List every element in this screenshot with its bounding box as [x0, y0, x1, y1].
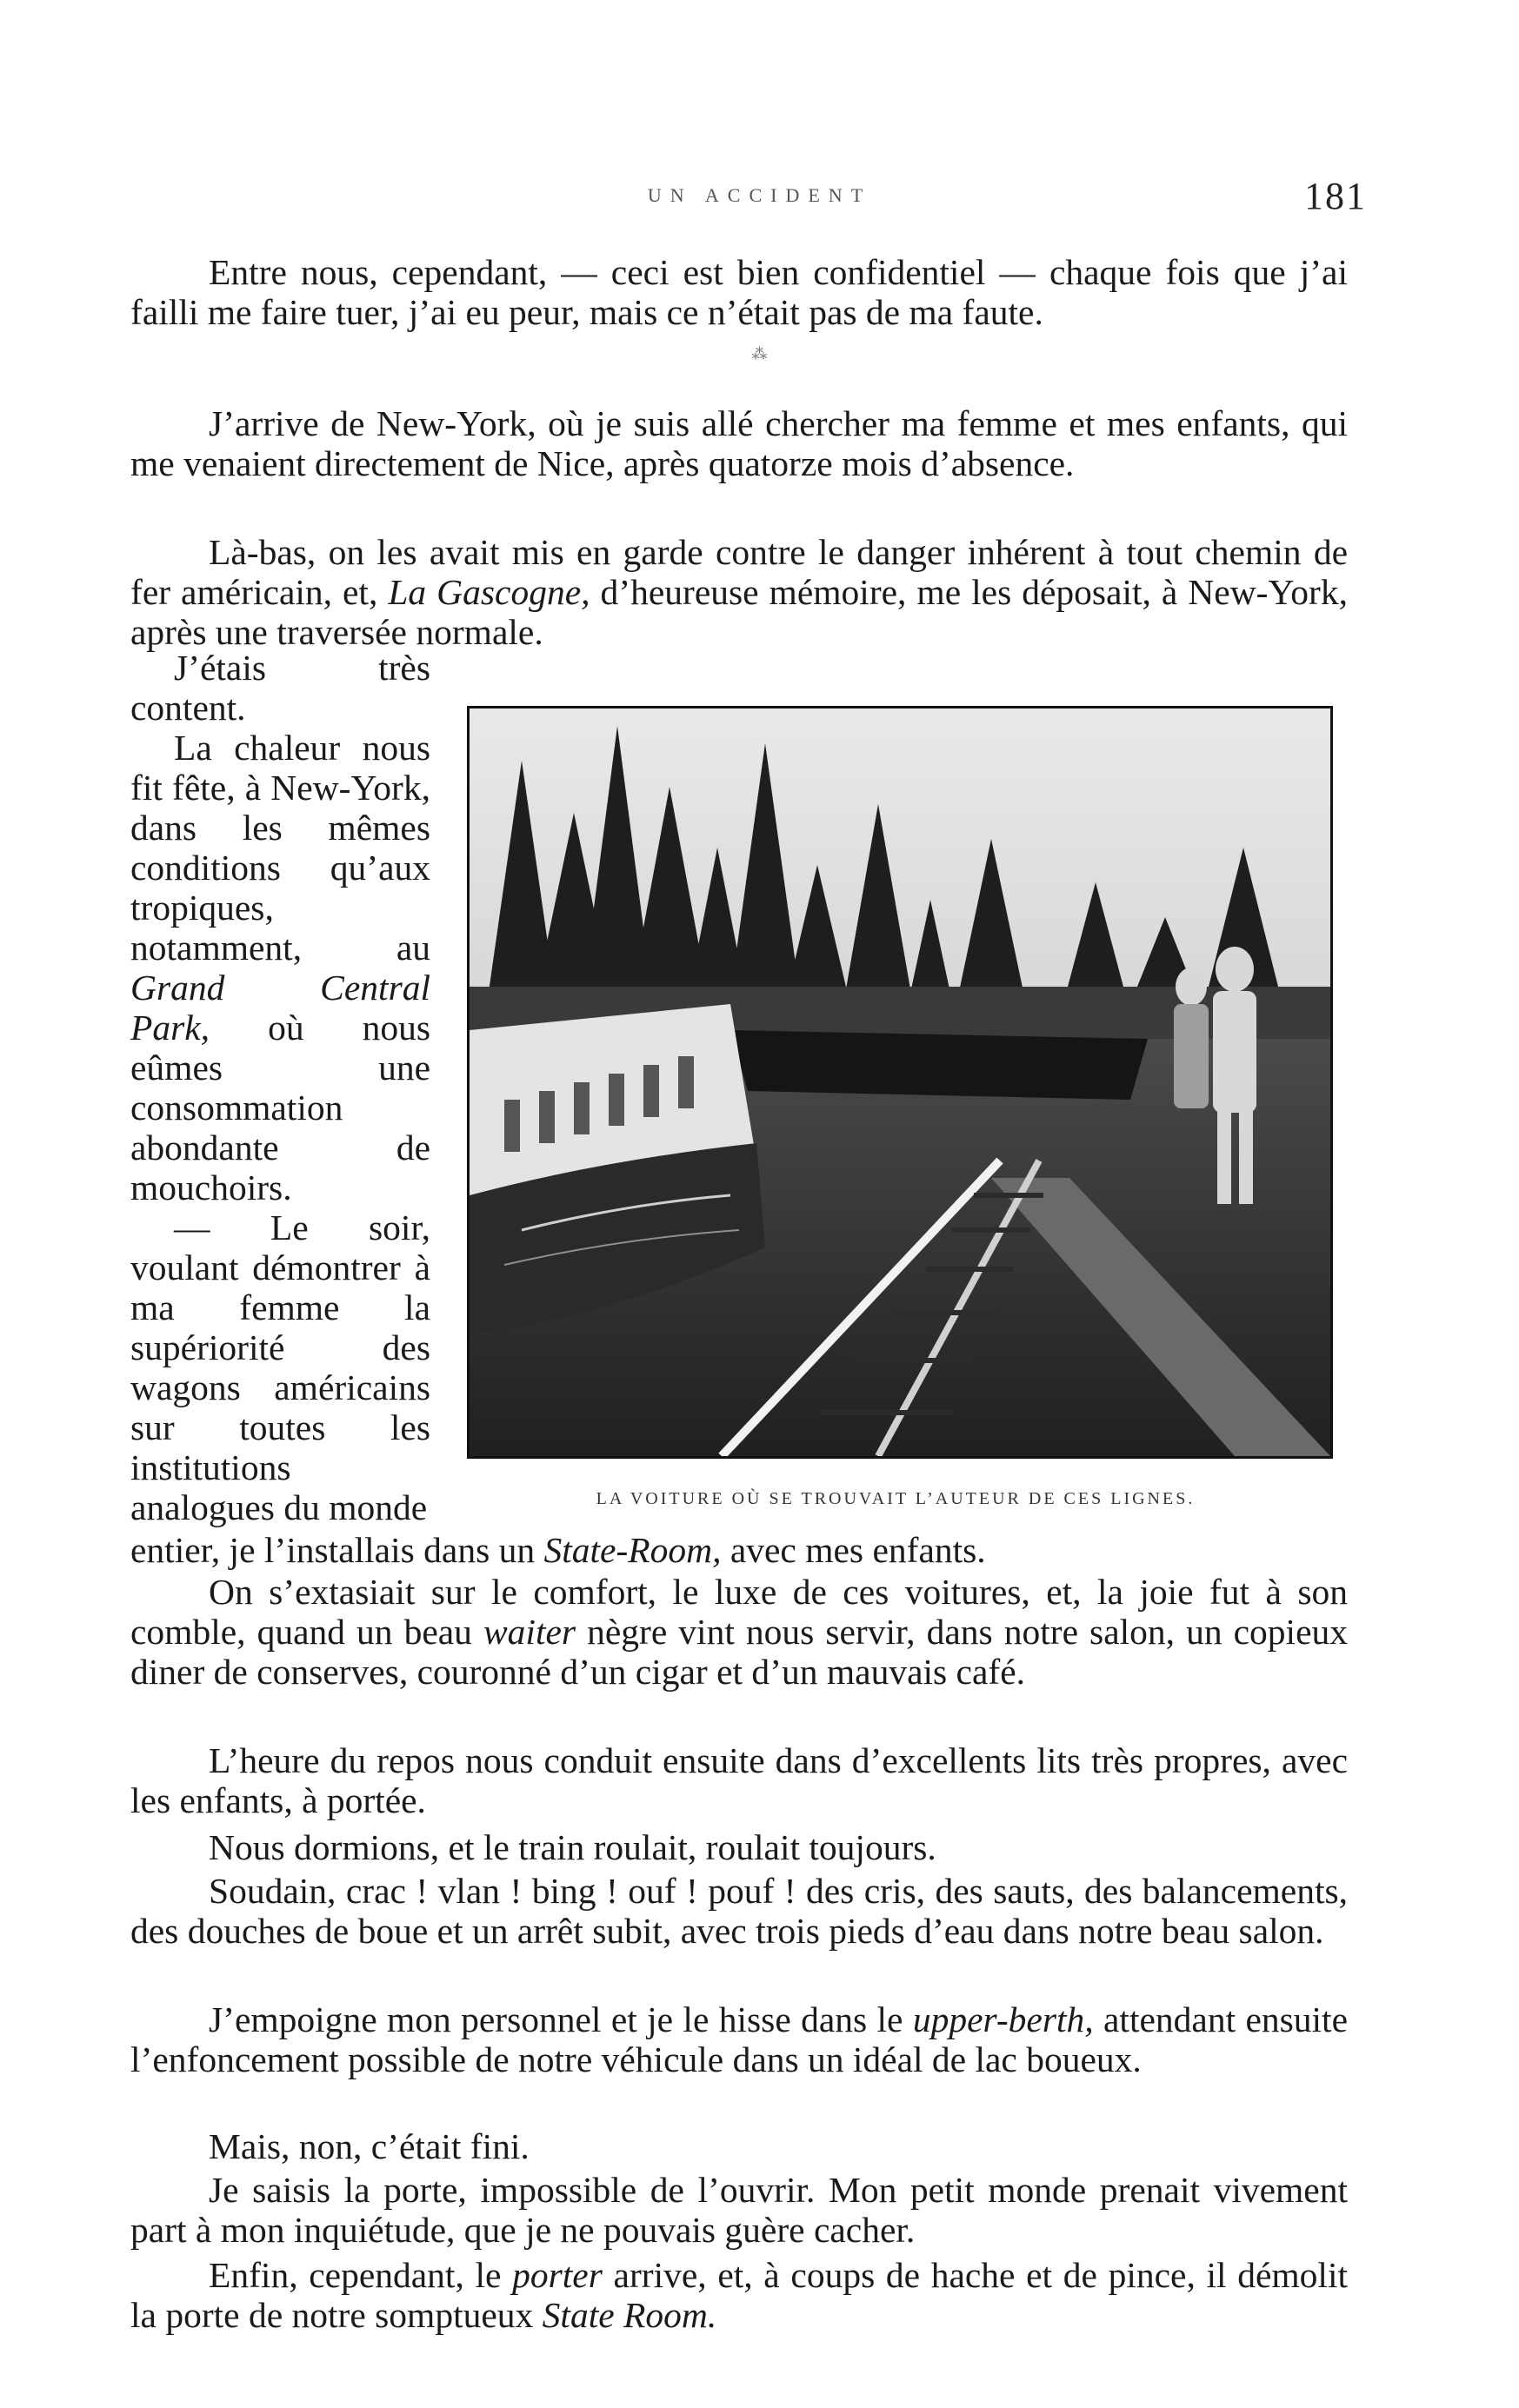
page-number: 181: [1304, 175, 1367, 217]
paragraph-3-italic: La Gascogne,: [388, 572, 590, 612]
paragraph-4: J’étais très content.: [130, 648, 430, 728]
paragraph-5-italic: Grand Central Park,: [130, 968, 430, 1048]
paragraph-6-cont-italic: State-Room,: [543, 1530, 722, 1570]
paragraph-13: Je saisis la porte, impossible de l’ouvrir. Mon petit monde prenait vivement part à mon inquiétude, que je ne pouvais guère cacher.: [130, 2170, 1348, 2250]
paragraph-7: [130, 1572, 1348, 1692]
paragraph-1: Entre nous, cependant, — ceci est bien confidentiel — chaque fois que j’ai failli me faire tuer, j’ai eu peur, mais ce n’était pas de ma faute.: [130, 252, 1348, 332]
accident-photograph: [467, 706, 1333, 1459]
paragraph-11-text-a: J’empoigne mon personnel et je le hisse dans le: [209, 1999, 913, 2039]
narrow-column: [130, 648, 430, 1527]
paragraph-14-italic-2: State Room.: [542, 2295, 717, 2335]
paragraph-6-continuation: [130, 1530, 1348, 1570]
paragraph-7-italic: waiter: [483, 1612, 576, 1652]
paragraph-5-text-a: La chaleur nous fit fête, à New-York, dans les mêmes conditions qu’aux tropiques, notamment, au: [130, 728, 430, 968]
paragraph-11: [130, 1999, 1348, 2079]
paragraph-12: Mais, non, c’était fini.: [209, 2126, 530, 2166]
paragraph-14-text-a: Enfin, cependant, le: [209, 2255, 513, 2295]
paragraph-3-text-a: Là-bas, on les avait mis en garde contre le danger inhérent à tout chemin de fer américain, et,: [130, 532, 1348, 612]
paragraph-6-cont-text-a: entier, je l’installais dans un: [130, 1530, 544, 1570]
running-title: UN ACCIDENT: [647, 184, 872, 206]
paragraph-10: Soudain, crac ! vlan ! bing ! ouf ! pouf ! des cris, des sauts, des balancements, des douches de boue et un arrêt subit, avec trois pieds d’eau dans notre beau salon.: [130, 1871, 1348, 1951]
paragraph-3-text-b: d’heureuse mémoire, me les déposait, à New-York, après une traversée normale.: [130, 572, 1348, 652]
paragraph-7-text-a: On s’extasiait sur le comfort, le luxe de ces voitures, et, la joie fut à son comble, quand un beau: [130, 1572, 1348, 1652]
paragraph-11-text-b: attendant ensuite l’enfoncement possible de notre véhicule dans un idéal de lac boueux.: [130, 1999, 1349, 2079]
paragraph-3: [130, 532, 1348, 652]
paragraph-7-text-b: nègre vint nous servir, dans notre salon, un copieux diner de conserves, couronné d’un cigar et d’un mauvais café.: [130, 1612, 1348, 1692]
paragraph-2: J’arrive de New-York, où je suis allé chercher ma femme et mes enfants, qui me venaient directement de Nice, après quatorze mois d’absence.: [130, 403, 1348, 483]
paragraph-14: [130, 2255, 1348, 2335]
figure-caption: LA VOITURE OÙ SE TROUVAIT L’AUTEUR DE CES LIGNES.: [596, 1489, 1196, 1508]
paragraph-8: L’heure du repos nous conduit ensuite dans d’excellents lits très propres, avec les enfants, à portée.: [130, 1740, 1348, 1820]
paragraph-9: Nous dormions, et le train roulait, roulait toujours.: [209, 1827, 936, 1867]
asterism: ⁂: [751, 345, 768, 363]
paragraph-6-cont-text-b: avec mes enfants.: [721, 1530, 986, 1570]
paragraph-14-text-b: arrive, et, à coups de hache et de pince, il démolit la porte de notre somptueux: [130, 2255, 1349, 2335]
paragraph-6-narrow: — Le soir, voulant démontrer à ma femme la supériorité des wagons américains sur toutes les institutions analogues du monde: [130, 1207, 430, 1527]
paragraph-5: [130, 728, 430, 1207]
paragraph-11-italic: upper-berth,: [912, 1999, 1094, 2039]
photo-illustration: [470, 708, 1330, 1456]
paragraph-14-italic: porter: [512, 2255, 603, 2295]
paragraph-5-text-b: où nous eûmes une consommation abondante de mouchoirs.: [130, 1008, 430, 1207]
